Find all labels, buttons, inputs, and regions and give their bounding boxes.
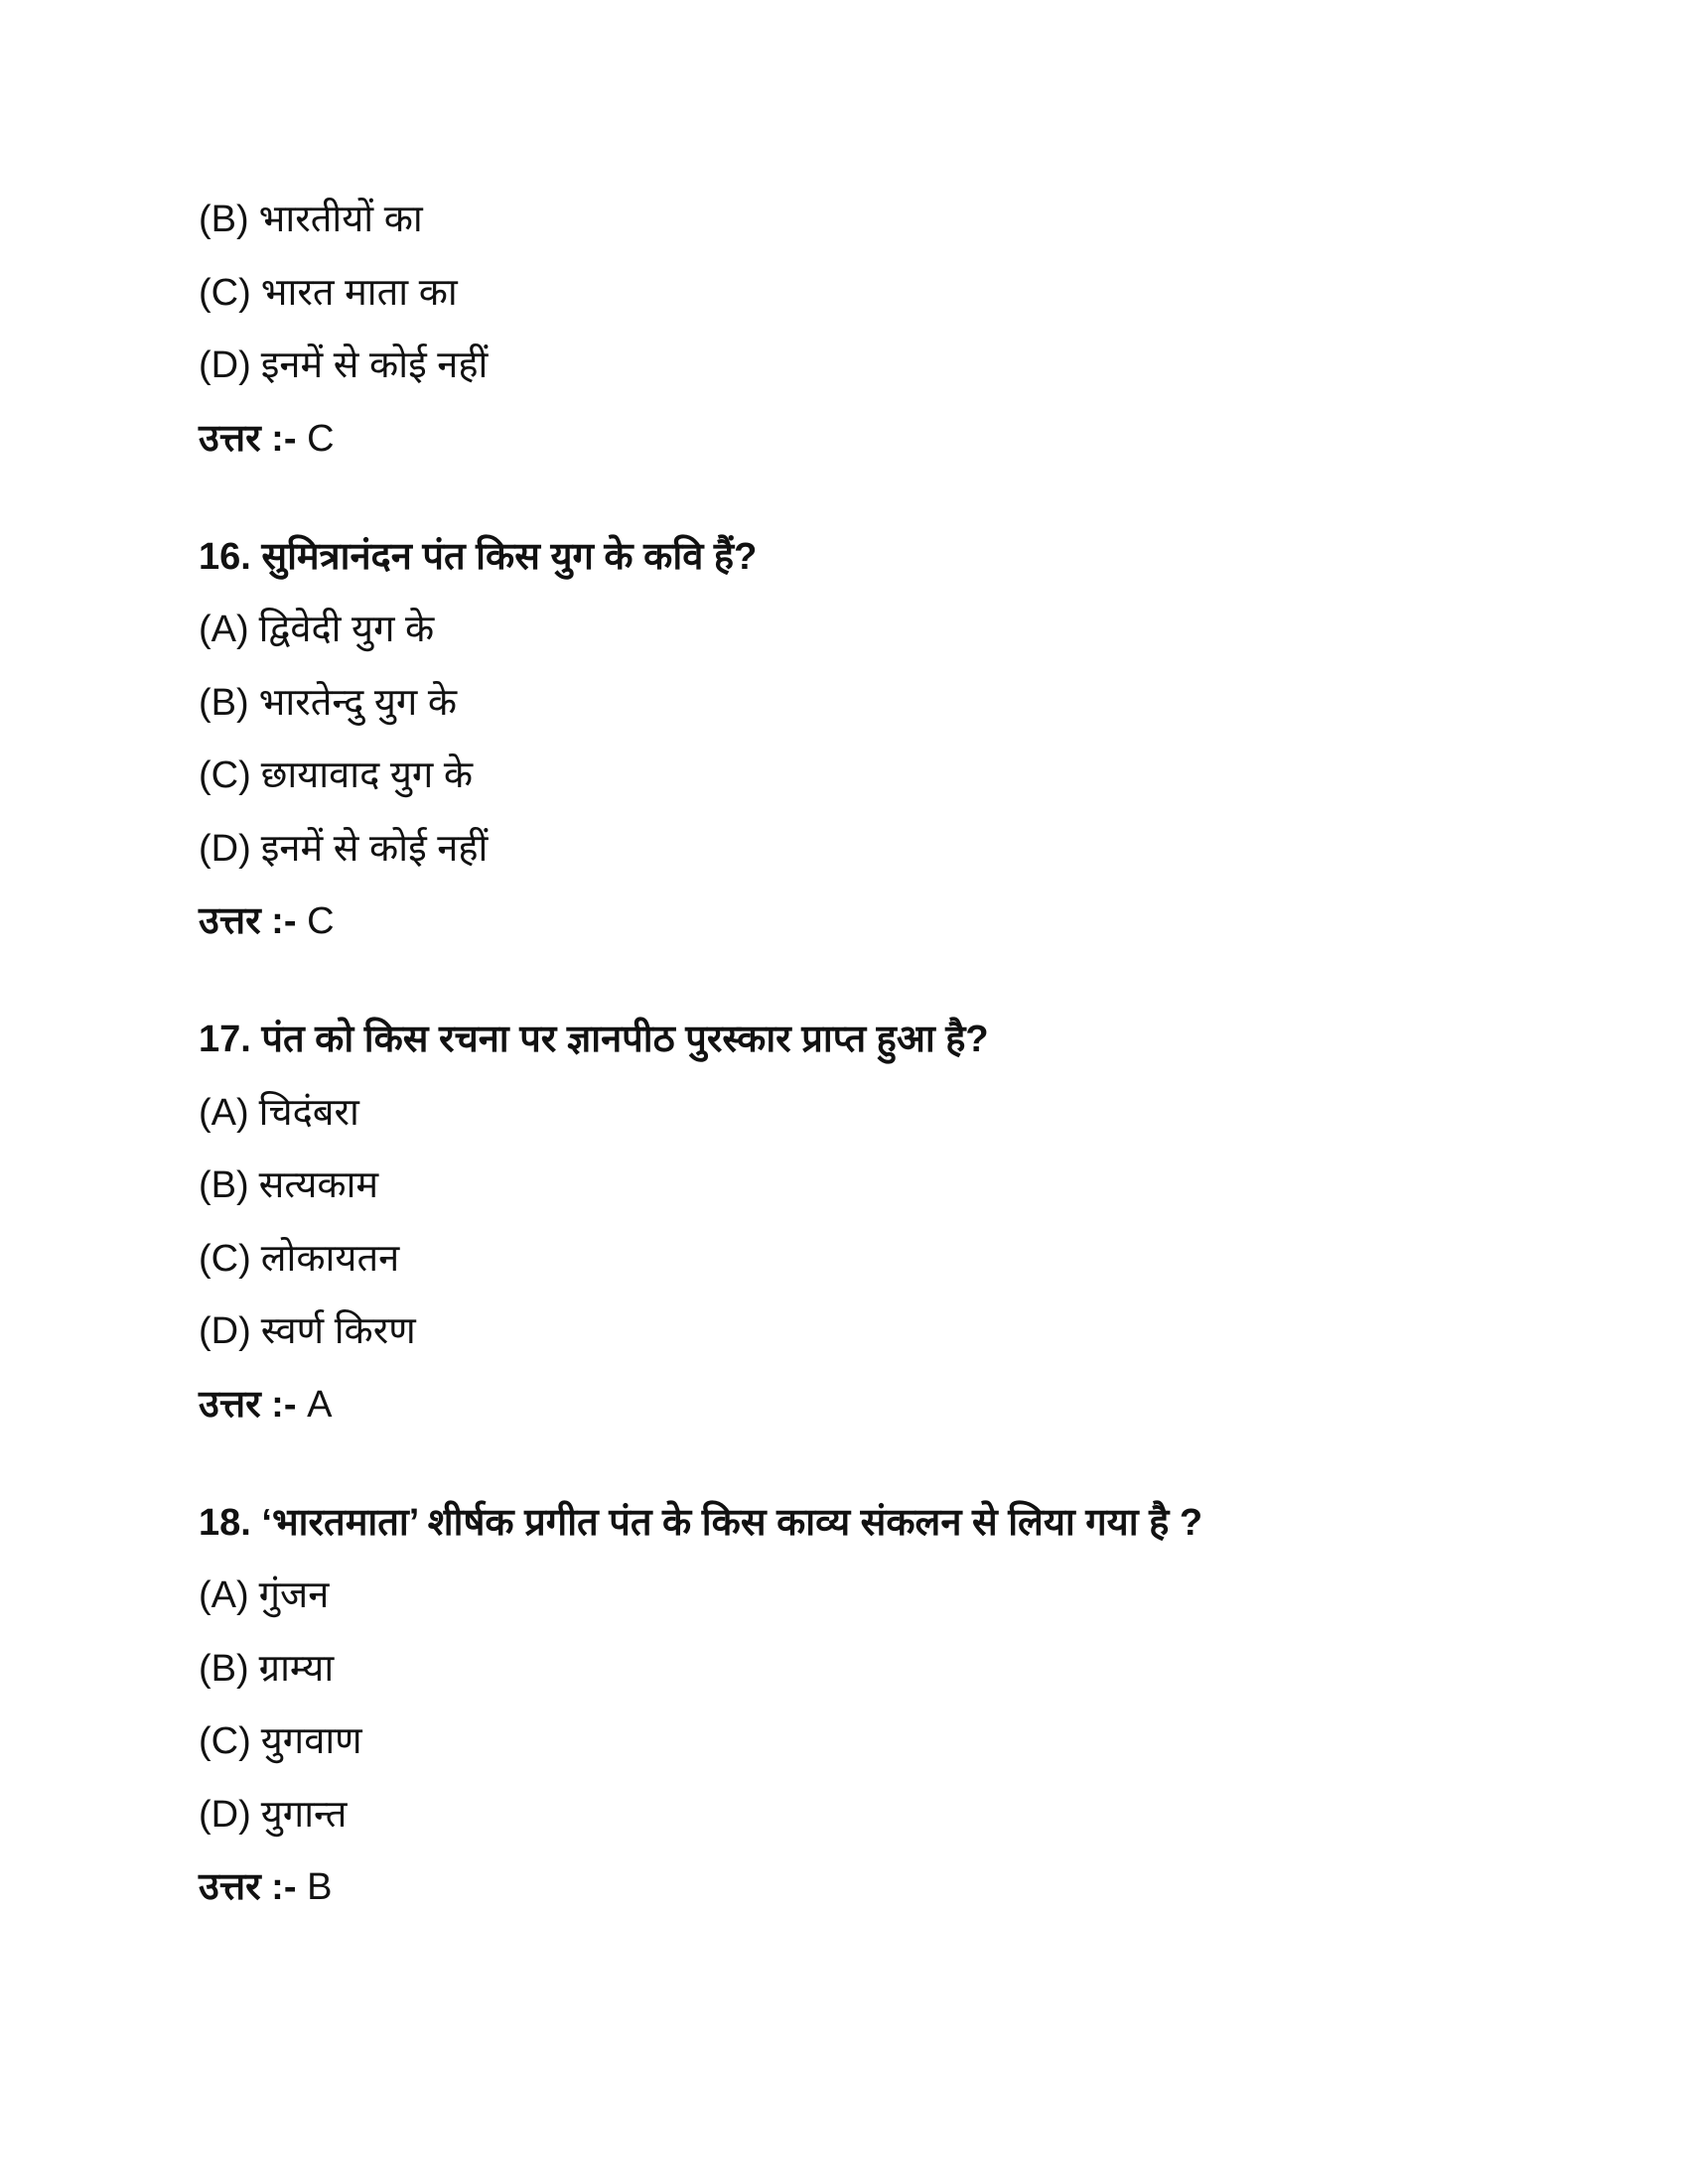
option-text: युगान्त: [260, 1793, 348, 1836]
option-text: इनमें से कोई नहीं: [260, 344, 489, 386]
option-label: (B): [199, 1164, 249, 1206]
option-label: (C): [199, 754, 251, 796]
option: [199, 1633, 1489, 1706]
option-text: भारतीयों का: [258, 199, 423, 240]
option-label: (C): [199, 1720, 251, 1762]
answer-label: उत्तर :-: [199, 1866, 297, 1908]
answer-value: C: [307, 900, 335, 942]
answer-label: उत्तर :-: [199, 900, 297, 942]
option-text: द्विवेदी युग के: [258, 609, 435, 650]
option-label: (C): [199, 271, 251, 314]
option-text: चिदंबरा: [258, 1091, 359, 1134]
option-text: छायावाद युग के: [260, 754, 474, 796]
option-text: गुंजन: [258, 1574, 330, 1616]
option-label: (B): [199, 1647, 249, 1690]
answer: [199, 886, 1489, 959]
answer-label: उत्तर :-: [199, 417, 297, 460]
option-label: (A): [199, 609, 249, 650]
option-text: इनमें से कोई नहीं: [260, 827, 489, 870]
question-block: [199, 521, 1489, 959]
option-label: (D): [199, 344, 251, 386]
answer: [199, 1369, 1489, 1442]
option-label: (B): [199, 199, 249, 240]
answer-label: उत्तर :-: [199, 1383, 297, 1426]
option: [199, 740, 1489, 813]
option-label: (B): [199, 681, 249, 724]
question-text: 16. सुमित्रानंदन पंत किस युग के कवि हैं?: [199, 535, 758, 578]
option: [199, 667, 1489, 741]
option-label: (D): [199, 827, 251, 870]
option: [199, 1706, 1489, 1779]
question-text: 18. ‘भारतमाता’ शीर्षक प्रगीत पंत के किस काव्य संकलन से लिया गया है ?: [199, 1501, 1203, 1544]
option-label: (D): [199, 1310, 251, 1352]
option-label: (A): [199, 1574, 249, 1616]
option: [199, 1560, 1489, 1633]
option: [199, 594, 1489, 667]
question-text: 17. पंत को किस रचना पर ज्ञानपीठ पुरस्कार प्राप्त हुआ है?: [199, 1019, 989, 1060]
option: [199, 330, 1489, 403]
answer-value: B: [307, 1866, 333, 1908]
option-text: सत्यकाम: [258, 1164, 379, 1206]
option: [199, 1779, 1489, 1852]
answer: [199, 1851, 1489, 1925]
option-text: लोकायतन: [260, 1237, 400, 1280]
option-text: भारतेन्दु युग के: [258, 681, 458, 724]
option-label: (D): [199, 1793, 251, 1836]
answer: [199, 403, 1489, 477]
option-text: ग्राम्या: [258, 1647, 335, 1690]
option-text: स्वर्ण किरण: [260, 1310, 416, 1352]
question-block: [199, 1004, 1489, 1441]
carryover-block: [199, 184, 1489, 476]
option: [199, 1296, 1489, 1369]
question-block: [199, 1487, 1489, 1925]
document-page: [199, 184, 1489, 1925]
answer-value: C: [307, 417, 335, 460]
option-label: (A): [199, 1091, 249, 1134]
option: [199, 1150, 1489, 1223]
option-text: भारत माता का: [260, 271, 458, 314]
option: [199, 257, 1489, 331]
option-text: युगवाण: [260, 1720, 362, 1762]
option: [199, 184, 1489, 257]
option-label: (C): [199, 1237, 251, 1280]
option: [199, 813, 1489, 887]
option: [199, 1077, 1489, 1151]
answer-value: A: [307, 1383, 333, 1426]
option: [199, 1223, 1489, 1297]
